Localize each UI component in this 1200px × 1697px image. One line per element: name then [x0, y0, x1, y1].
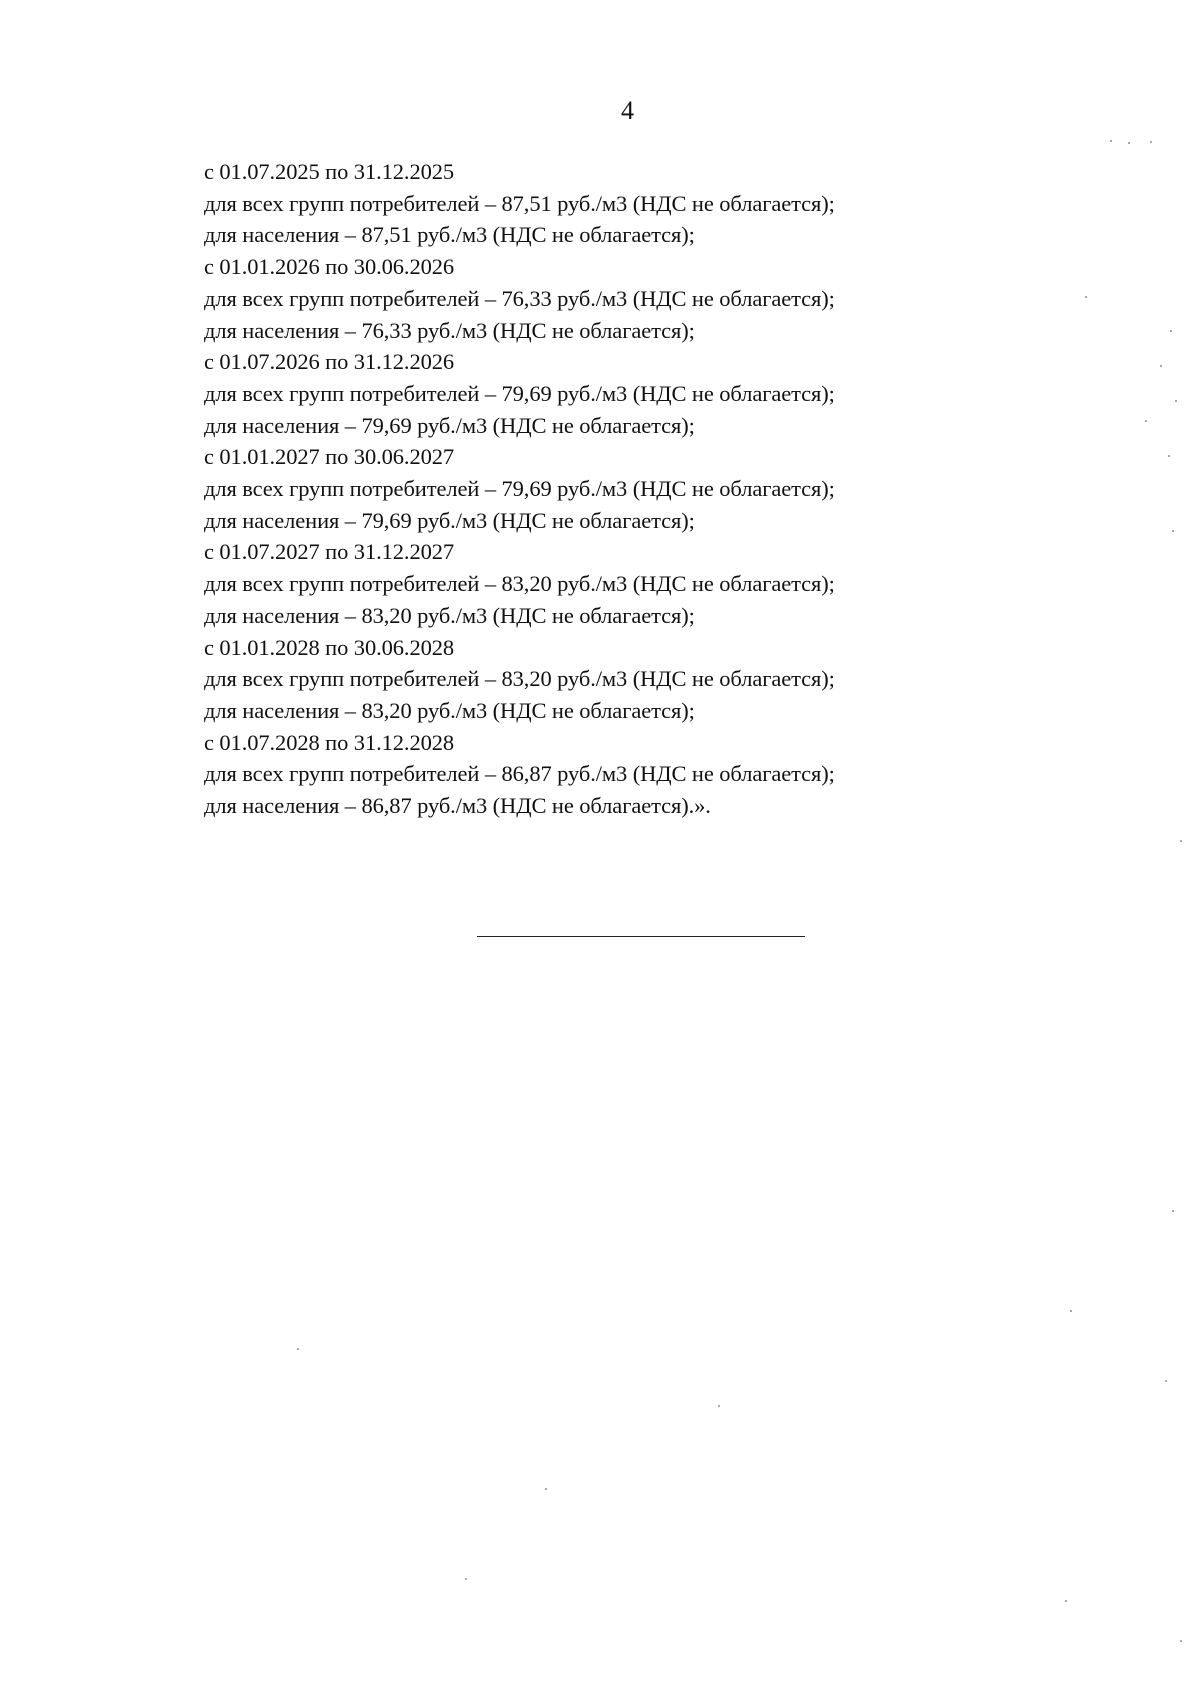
period-line: с 01.07.2028 по 31.12.2028 [204, 729, 455, 755]
tariff-line-population: для населения – 79,69 руб./м3 (НДС не облагается); [204, 412, 695, 438]
page-number: 4 [621, 96, 634, 125]
period-line: с 01.07.2026 по 31.12.2026 [204, 349, 455, 375]
tariff-line-all-consumers: для всех групп потребителей – 83,20 руб./м3 (НДС не облагается); [204, 571, 835, 597]
tariff-line-population: для населения – 83,20 руб./м3 (НДС не облагается); [204, 697, 695, 723]
tariff-line-all-consumers: для всех групп потребителей – 79,69 руб./м3 (НДС не облагается); [204, 380, 835, 406]
period-line: с 01.07.2025 по 31.12.2025 [204, 159, 455, 184]
end-separator-line [477, 936, 805, 937]
tariff-line-population: для населения – 76,33 руб./м3 (НДС не облагается); [204, 317, 695, 343]
tariff-line-all-consumers: для всех групп потребителей – 79,69 руб./м3 (НДС не облагается); [204, 476, 835, 502]
tariff-line-all-consumers: для всех групп потребителей – 83,20 руб./м3 (НДС не облагается); [204, 666, 835, 692]
tariff-line-all-consumers: для всех групп потребителей – 76,33 руб./м3 (НДС не облагается); [204, 285, 835, 311]
tariff-line-population: для населения – 79,69 руб./м3 (НДС не облагается); [204, 507, 695, 533]
period-line: с 01.07.2027 по 31.12.2027 [204, 539, 455, 565]
tariff-line-population: для населения – 87,51 руб./м3 (НДС не облагается); [204, 222, 695, 248]
tariff-line-population: для населения – 83,20 руб./м3 (НДС не облагается); [204, 602, 695, 628]
period-line: с 01.01.2026 по 30.06.2026 [204, 254, 455, 280]
tariff-line-all-consumers: для всех групп потребителей – 86,87 руб./м3 (НДС не облагается); [204, 761, 835, 787]
period-line: с 01.01.2028 по 30.06.2028 [204, 634, 455, 660]
period-line: с 01.01.2027 по 30.06.2027 [204, 444, 455, 470]
tariff-line-all-consumers: для всех групп потребителей – 87,51 руб./м3 (НДС не облагается); [204, 190, 835, 216]
tariff-line-population: для населения – 86,87 руб./м3 (НДС не облагается).». [204, 793, 711, 819]
tariff-text-block [204, 156, 924, 822]
